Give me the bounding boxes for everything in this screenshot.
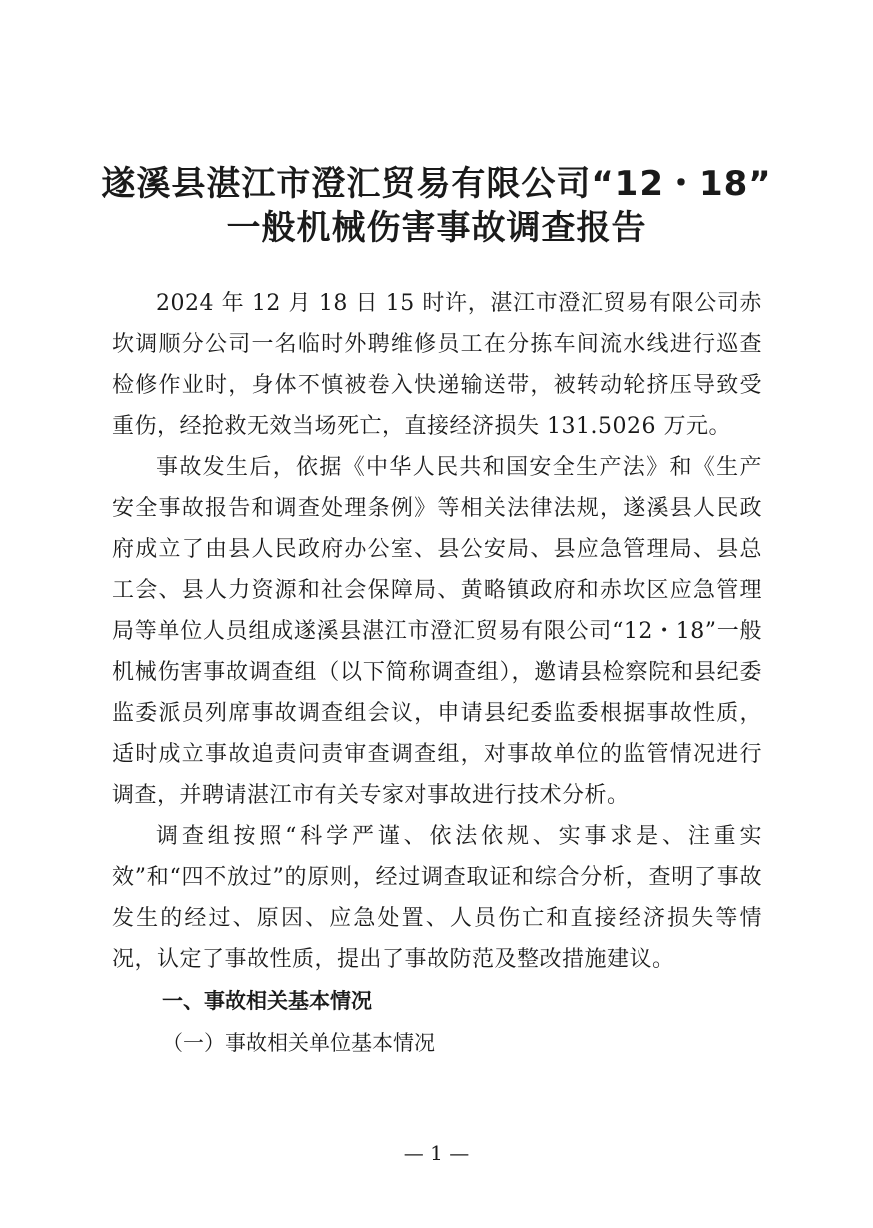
paragraph-investigation-team: 事故发生后，依据《中华人民共和国安全生产法》和《生产安全事故报告和调查处理条例》等相关法律法规，遂溪县人民政府成立了由县人民政府办公室、县公安局、县应急管理局、县总工会、县人力资源和社会保障局、黄略镇政府和赤坎区应急管理局等单位人员组成遂溪县湛江市澄汇贸易有限公司“12・18”一般机械伤害事故调查组（以下简称调查组），邀请县检察院和县纪委监委派员列席事故调查组会议，申请县纪委监委根据事故性质，适时成立事故追责问责审查调查组，对事故单位的监管情况进行调查，并聘请湛江市有关专家对事故进行技术分析。 [112,455,762,808]
document-title-line-2: 一般机械伤害事故调查报告 [226,208,647,248]
paragraph-investigation-principles: 调查组按照“科学严谨、依法依规、实事求是、注重实效”和“四不放过”的原则，经过调查取证和综合分析，查明了事故发生的经过、原因、应急处置、人员伤亡和直接经济损失等情况，认定了事故性质，提出了事故防范及整改措施建议。 [112,824,762,972]
page-number: — 1 — [403,1141,470,1165]
subsection-heading: （一）事故相关单位基本情况 [162,1031,435,1055]
section-heading: 一、事故相关基本情况 [162,989,372,1013]
paragraph-accident-summary: 2024 年 12 月 18 日 15 时许，湛江市澄汇贸易有限公司赤坎调顺分公司一名临时外聘维修员工在分拣车间流水线进行巡查检修作业时，身体不慎被卷入快递输送带，被转动轮挤压导致受重伤，经抢救无效当场死亡，直接经济损失 131.5026 万元。 [112,291,762,439]
document-title-line-1: 遂溪县湛江市澄汇贸易有限公司“12・18” [101,164,772,204]
document-body [112,283,762,1064]
